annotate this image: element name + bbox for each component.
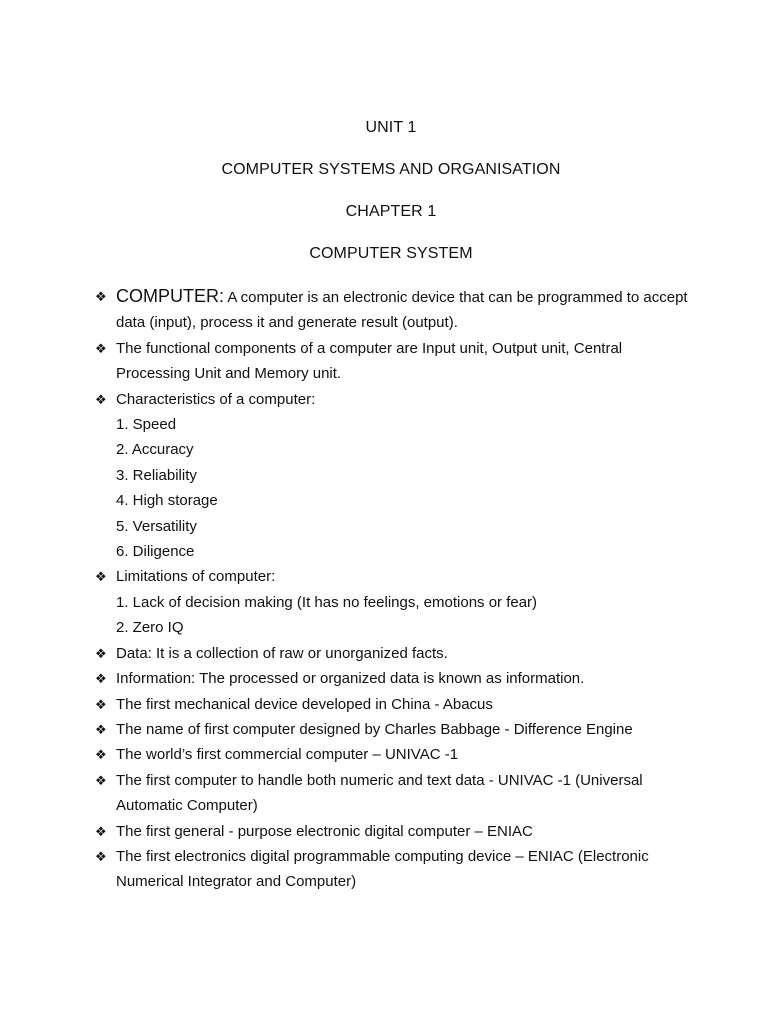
bullet-text: The functional components of a computer are Input unit, Output unit, Central Processing Unit and Memory unit. <box>116 339 623 383</box>
bullet-text: The first computer to handle both numeric and text data - UNIVAC -1 (Universal Automatic Computer) <box>116 771 643 815</box>
bullet-item-computer-definition <box>96 284 696 336</box>
bullet-item-eniac-general <box>96 819 696 844</box>
bullet-item-characteristics <box>96 387 696 412</box>
definition-term: COMPUTER: <box>116 286 224 306</box>
characteristic-item: 6. Diligence <box>116 543 195 561</box>
diamond-bullet-icon: ❖ <box>95 823 107 839</box>
diamond-bullet-icon: ❖ <box>95 391 107 407</box>
diamond-bullet-icon: ❖ <box>95 721 107 737</box>
bullet-text: Limitations of computer: <box>116 568 276 586</box>
bullet-text: The first mechanical device developed in China - Abacus <box>116 695 493 713</box>
bullet-item-limitations <box>96 564 696 589</box>
definition-text: A computer is an electronic device that can be programmed to accept data (input), process it and generate result (output). <box>116 289 688 332</box>
bullet-item-abacus <box>96 692 696 717</box>
characteristic-item: 1. Speed <box>116 416 177 434</box>
diamond-bullet-icon: ❖ <box>95 569 107 585</box>
diamond-bullet-icon: ❖ <box>95 747 107 763</box>
diamond-bullet-icon: ❖ <box>95 772 107 788</box>
bullet-text: Information: The processed or organized data is known as information. <box>116 670 585 688</box>
diamond-bullet-icon: ❖ <box>95 696 107 712</box>
section-heading: COMPUTER SYSTEM <box>309 245 473 262</box>
diamond-bullet-icon: ❖ <box>95 340 107 356</box>
bullet-text: Data: It is a collection of raw or unorganized facts. <box>116 644 448 662</box>
characteristic-item: 3. Reliability <box>116 466 197 484</box>
diamond-bullet-icon: ❖ <box>95 645 107 661</box>
bullet-text: The world’s first commercial computer – UNIVAC -1 <box>116 746 459 764</box>
bullet-item-functional-components <box>96 336 696 387</box>
bullet-item-eniac-programmable <box>96 844 696 895</box>
characteristic-item: 4. High storage <box>116 492 218 510</box>
bullet-item-univac-commercial <box>96 742 696 767</box>
characteristic-item: 2. Accuracy <box>116 441 194 459</box>
unit-heading: UNIT 1 <box>365 119 417 136</box>
bullet-text: The first general - purpose electronic digital computer – ENIAC <box>116 822 533 840</box>
chapter-heading: CHAPTER 1 <box>345 203 437 220</box>
characteristic-item: 5. Versatility <box>116 517 197 535</box>
bullet-item-babbage <box>96 717 696 742</box>
bullet-text: The first electronics digital programmable computing device – ENIAC (Electronic Numerical Integrator and Computer) <box>116 847 649 891</box>
diamond-bullet-icon: ❖ <box>95 848 107 864</box>
diamond-bullet-icon: ❖ <box>95 671 107 687</box>
bullet-text: The name of first computer designed by Charles Babbage - Difference Engine <box>116 720 633 738</box>
bullet-item-univac-numeric-text <box>96 768 696 819</box>
bullet-item-information <box>96 666 696 691</box>
unit-title-heading: COMPUTER SYSTEMS AND ORGANISATION <box>221 161 561 178</box>
bullet-item-data <box>96 641 696 666</box>
diamond-bullet-icon: ❖ <box>95 289 107 304</box>
limitation-item: 1. Lack of decision making (It has no feelings, emotions or fear) <box>116 593 538 611</box>
bullet-text: Characteristics of a computer: <box>116 390 316 408</box>
limitation-item: 2. Zero IQ <box>116 619 184 637</box>
bullet-list <box>96 284 696 895</box>
